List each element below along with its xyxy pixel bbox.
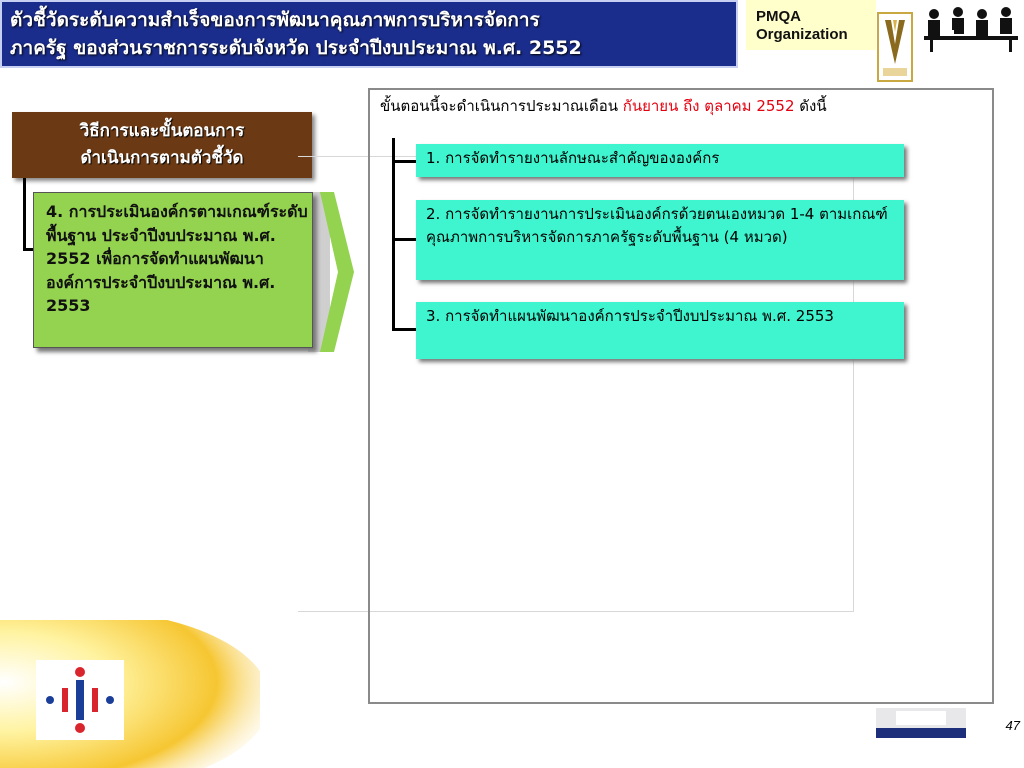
pmqa-logo-icon [877,12,913,82]
page-title-line-2: ภาครัฐ ของส่วนราชการระดับจังหวัด ประจำปีงบประมาณ พ.ศ. 2552 [10,37,582,59]
method-header-line-2: ดำเนินการตามตัวชี้วัด [80,148,244,168]
connector-line [23,178,26,250]
ocsc-logo-icon [36,660,124,740]
intro-suffix: ดังนี้ [794,97,827,115]
page-number: 47 [1005,718,1020,733]
task-item-3: 3. การจัดทำแผนพัฒนาองค์การประจำปีงบประมาณ พ.ศ. 2553 [416,302,904,359]
method-header-label [16,118,308,172]
page-title-line-1: ตัวชี้วัดระดับความสำเร็จของการพัฒนาคุณภาพการบริหารจัดการ [10,9,540,31]
tree-connector-line [392,328,416,331]
pmqa-badge-text [756,8,876,44]
pmqa-label: PMQA [756,8,801,25]
intro-date-highlight: กันยายน ถึง ตุลาคม 2552 [622,97,795,115]
task-item-2: 2. การจัดทำรายงานการประเมินองค์กรด้วยตนเองหมวด 1-4 ตามเกณฑ์คุณภาพการบริหารจัดการภาครัฐระดับพื้นฐาน (4 หมวด) [416,200,904,280]
task-item-1: 1. การจัดทำรายงานลักษณะสำคัญขององค์กร [416,144,904,177]
organization-label: Organization [756,26,848,43]
method-header-line-1: วิธีการและขั้นตอนการ [79,121,245,141]
meeting-people-icon [920,2,1022,54]
kpr-logo-icon [876,708,966,738]
tree-connector-line [392,238,416,241]
intro-text [380,94,980,118]
tree-connector-line [392,160,416,163]
tree-connector-line [392,138,395,330]
content-frame [368,88,994,704]
intro-prefix: ขั้นตอนนี้จะดำเนินการประมาณเดือน [380,97,623,115]
page-title [10,6,730,62]
step-4-text: 4. การประเมินองค์กรตามเกณฑ์ระดับพื้นฐาน ประจำปีงบประมาณ พ.ศ. 2552 เพื่อการจัดทำแผนพัฒนาองค์การประจำปีงบประมาณ พ.ศ. 2553 [46,202,308,315]
